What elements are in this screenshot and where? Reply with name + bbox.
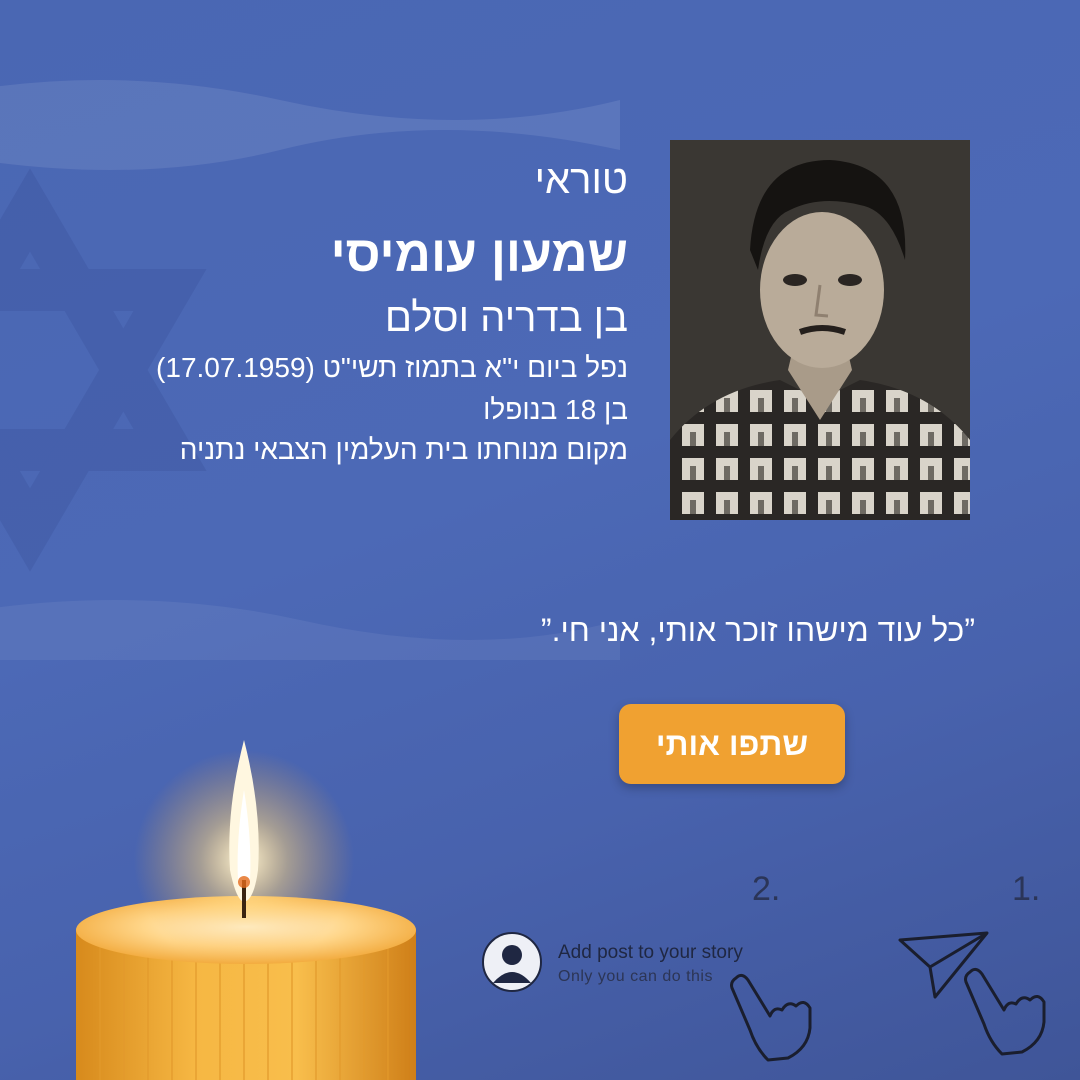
fell-date: נפל ביום י"א בתמוז תשי"ט (17.07.1959)	[156, 352, 628, 383]
burial-place: מקום מנוחתו בית העלמין הצבאי נתניה	[179, 434, 628, 465]
soldier-portrait	[670, 140, 970, 520]
memorial-quote: ”כל עוד מישהו זוכר אותי, אני חי.”	[540, 612, 975, 648]
rank: טוראי	[534, 158, 628, 202]
age-at-death: בן 18 בנופלו	[483, 394, 628, 425]
story-option-subtitle: Only you can do this	[558, 968, 713, 985]
parents-line: בן בדריה וסלם	[384, 296, 628, 340]
pointing-hand-icon	[962, 962, 1052, 1062]
step-2-number: 2.	[752, 870, 781, 908]
story-option-title[interactable]: Add post to your story	[558, 942, 743, 963]
memorial-candle-icon	[60, 730, 440, 1080]
pointing-hand-icon	[728, 968, 818, 1068]
avatar-icon	[481, 931, 543, 993]
step-1-number: 1.	[1012, 870, 1041, 908]
soldier-name: שמעון עומיסי	[330, 226, 628, 282]
share-button[interactable]: שתפו אותי	[619, 704, 845, 784]
